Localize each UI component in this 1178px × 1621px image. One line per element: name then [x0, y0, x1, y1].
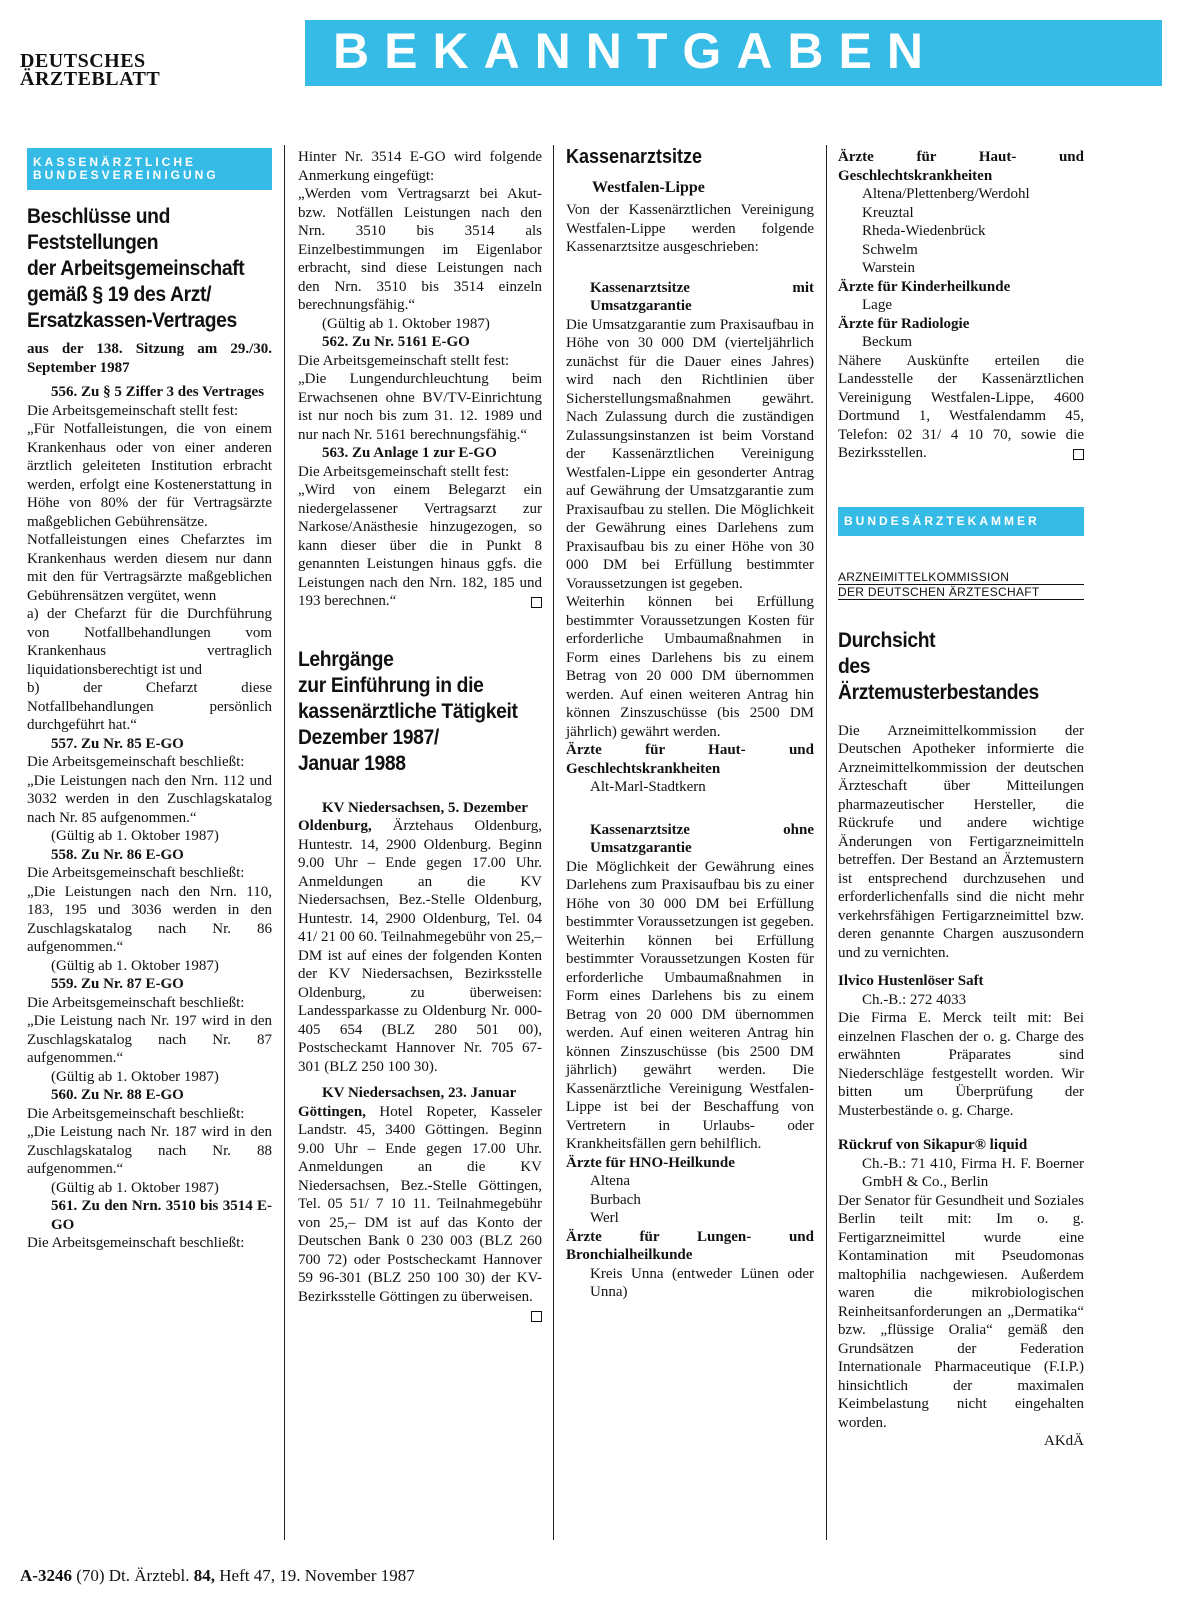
footer [20, 1566, 415, 1586]
kicker-line: BUNDESVEREINIGUNG [33, 168, 219, 182]
end-mark-icon [531, 1311, 542, 1322]
place: Altena/Plettenberg/Werdohl [862, 186, 1030, 202]
section-556: 556. Zu § 5 Ziffer 3 des Vertrages [51, 384, 265, 400]
headline-lehrgaenge [298, 647, 522, 777]
product: Rückruf von Sikapur® liquid [838, 1137, 1028, 1153]
validity: (Gültig ab 1. Oktober 1987) [322, 315, 490, 332]
text-span: Nähere Auskünfte erteilen die Landesstelle der Kassenärztlichen Vereinigung Westfalen-Lippe, 4600 Dortmund 1, Westfalendamm 45, Telefon: 02 31/ 4 10 70, sowie die Bezirksstellen. [838, 352, 1084, 461]
place: Alt-Marl-Stadtkern [590, 779, 706, 795]
commission-line: DER DEUTSCHEN ÄRZTESCHAFT [838, 585, 1084, 600]
end-mark-icon [1073, 449, 1084, 460]
specialty: Ärzte für Haut- und Geschlechtskrankheiten [566, 742, 814, 777]
section-561: 561. Zu den Nrn. 3510 bis 3514 E-GO [51, 1198, 272, 1233]
text: Die Möglichkeit der Gewährung eines Darlehens zum Praxisaufbau bis zu einer Höhe von 30 000 DM bei Erfüllung bestimmter Voraussetzungen ist gegeben. Weiterhin können bei Erfüllung bestimmter Voraussetzungen Kosten für erforderliche Umbaumaßnahmen in Form eines Darlehens bis zu einem Betrag von 20 000 DM übernommen werden. Auf einen weiteren Antrag hin können Zinszuschüsse (bis 2500 DM jährlich) gewährt werden. Die Kassenärztliche Vereinigung Westfalen-Lippe ist bei der Beschaffung von Vertretern in Urlaubs- oder Krankheitsfällen gern behilflich. [566, 858, 814, 1152]
footer-journal: (70) Dt. Ärztebl. [76, 1566, 190, 1585]
column-rule [284, 145, 285, 1540]
section-560: 560. Zu Nr. 88 E-GO [51, 1087, 184, 1103]
place: Kreuztal [862, 204, 914, 221]
column-2 [298, 148, 542, 1322]
headline-line: kassenärztliche Tätigkeit [298, 699, 518, 723]
place: Lage [862, 297, 892, 313]
text: a) der Chefarzt für die Durchführung von Notfallbehandlungen vom Krankenhaus vertraglich liquidationsberechtigt ist und [27, 606, 272, 678]
text: Die Arzneimittelkommission der Deutschen Apotheker informierte die Arzneimittelkommission der deutschen Ärzteschaft über Mitteilungen pharmazeutischer Hersteller, die Rückrufe und andere wichtige Änderungen von Fertigarzneimitteln betreffen. Der Bestand an Ärztemustern ist entsprechend durchzusehen und erforderlichenfalls sind die nicht mehr verkehrsfähigen Fertigarzneimittel bzw. deren genannte Chargen auszusondern und zu vernichten. [838, 722, 1084, 961]
headline-beschluesse [27, 204, 252, 334]
masthead-line1: DEUTSCHES [20, 50, 146, 72]
section-banner [305, 20, 1162, 86]
text: Die Arbeitsgemeinschaft beschließt: [27, 994, 245, 1011]
batch: Ch.-B.: 71 410, Firma H. F. Boerner GmbH & Co., Berlin [862, 1155, 1084, 1190]
section-558: 558. Zu Nr. 86 E-GO [51, 846, 184, 863]
subheading: Kassenarztsitze mit Umsatzgarantie [590, 279, 814, 314]
commission [838, 570, 1084, 600]
region: Westfalen-Lippe [592, 178, 705, 196]
text: Die Arbeitsgemeinschaft beschließt: [27, 1235, 245, 1251]
specialty: Ärzte für Kinderheilkunde [838, 278, 1011, 295]
column-4 [838, 148, 1084, 1451]
page-number: A-3246 [20, 1566, 72, 1585]
banner-title: BEKANNTGABEN [333, 23, 938, 79]
headline-line: Durchsicht [838, 628, 936, 652]
text-span: Hotel Ropeter, Kasseler Landstr. 45, 3400 Göttingen. Beginn 9.00 Uhr – Ende gegen 17.00 Uhr. Anmeldungen an die KV Niedersachsen, Bez.-Stelle Göttingen, Tel. 05 51/ 7 10 11. Teilnahmegebühr von 25,– DM ist auf das Konto der Deutschen Bank 0 230 003 (BLZ 260 700 72) oder Postscheckamt Hannover 59 96-301 (BLZ 250 100 30) der KV-Bezirksstelle Göttingen zu überweisen. [298, 1103, 543, 1305]
headline-durchsicht [838, 628, 1064, 706]
text [298, 1103, 542, 1307]
text: „Die Leistungen nach den Nrn. 110, 183, 195 und 3036 werden in den Zuschlagskatalog nach Nr. 86 aufgenommen.“ [27, 883, 272, 955]
headline-line: gemäß § 19 des Arzt/ [27, 283, 212, 306]
validity: (Gültig ab 1. Oktober 1987) [51, 1068, 219, 1085]
column-3 [566, 148, 814, 1302]
section-title: Kassenarztsitze [566, 146, 703, 168]
column-rule [553, 145, 554, 1540]
text: Die Arbeitsgemeinschaft stellt fest: [27, 402, 239, 419]
headline-line: Ersatzkassen-Vertrages [27, 309, 237, 332]
specialty: Ärzte für Lungen- und Bronchialheilkunde [566, 1228, 814, 1263]
headline-line: Lehrgänge [298, 647, 394, 671]
text [298, 817, 542, 1076]
section-562: 562. Zu Nr. 5161 E-GO [322, 334, 470, 350]
place: Warstein [862, 260, 915, 276]
place: Beckum [862, 334, 912, 350]
section-559: 559. Zu Nr. 87 E-GO [51, 976, 184, 992]
place: Kreis Unna (entweder Lünen oder Unna) [590, 1265, 814, 1300]
column-rule [826, 145, 827, 1540]
text: „Für Notfalleistungen, die von einem Krankenhaus oder von einer anderen ärztlich geleiteten Institution erbracht werden, erfolgt eine Kostenerstattung in Höhe von 80% der für Vertragsärzte maßgeblichen Gebührensätze. [27, 421, 272, 530]
validity: (Gültig ab 1. Oktober 1987) [51, 1179, 219, 1196]
text: b) der Chefarzt diese Notfallbehandlungen persönlich durchgeführt hat.“ [27, 680, 272, 733]
place: Altena [590, 1173, 630, 1189]
validity: (Gültig ab 1. Oktober 1987) [51, 957, 219, 974]
text: „Werden vom Vertragsarzt bei Akut- bzw. Notfällen Leistungen nach den Nrn. 3510 bis 3514 als Einzelbestimmungen im Eigenlabor erbracht, sind diese Leistungen nach den Nrn. 3510 bis 3514 einzeln berechnungsfähig.“ [298, 186, 542, 313]
kicker-baek [838, 507, 1084, 536]
kv-heading: KV Niedersachsen, 5. Dezember [322, 799, 528, 816]
text: Von der Kassenärztlichen Vereinigung Westfalen-Lippe werden folgende Kassenarztsitze ausgeschrieben: [566, 202, 814, 255]
headline-line: Beschlüsse und [27, 205, 171, 228]
section-557: 557. Zu Nr. 85 E-GO [51, 735, 184, 752]
column-1 [27, 148, 272, 1253]
text: „Die Leistung nach Nr. 197 wird in den Zuschlagskatalog nach Nr. 87 aufgenommen.“ [27, 1013, 272, 1066]
specialty: Ärzte für HNO-Heilkunde [566, 1154, 735, 1171]
subheading: Kassenarztsitze ohne Umsatzgarantie [590, 821, 814, 856]
text [298, 481, 542, 611]
text: „Die Leistungen nach den Nrn. 112 und 3032 werden in den Zuschlagskatalog nach Nr. 85 aufgenommen.“ [27, 772, 272, 826]
kicker-kbv [27, 148, 272, 190]
kv-heading: KV Niedersachsen, 23. Januar [322, 1085, 517, 1101]
commission-line: ARZNEIMITTELKOMMISSION [838, 570, 1084, 585]
section-563: 563. Zu Anlage 1 zur E-GO [322, 445, 497, 461]
footer-issue: Heft 47, 19. November 1987 [219, 1566, 415, 1585]
place: Burbach [590, 1191, 641, 1208]
headline-line: Feststellungen [27, 231, 159, 254]
text: Die Arbeitsgemeinschaft beschließt: [27, 865, 245, 881]
headline-line: der Arbeitsgemeinschaft [27, 257, 245, 280]
text: Die Firma E. Merck teilt mit: Bei einzelnen Flaschen der o. g. Charge des erwähnten Präparates sind Niederschläge festgestellt worden. Wir bitten um Überprüfung der Musterbestände o. g. Charge. [838, 1010, 1084, 1119]
headline-line: Januar 1988 [298, 751, 406, 775]
specialty: Ärzte für Haut- und Geschlechtskrankheiten [838, 149, 1084, 184]
headline-line: Dezember 1987/ [298, 725, 439, 749]
footer-volume: 84, [193, 1566, 216, 1585]
text: Die Umsatzgarantie zum Praxisaufbau in Höhe von 30 000 DM (vierteljährlich zunächst für die Dauer eines Jahres) wird nach den Richtlinien über Sicherstellungsmaßnahmen gewährt. Nach Zulassung durch die zuständigen Zulassungsinstanzen ist beim Vorstand der Kassenärztlichen Vereinigung Westfalen-Lippe ein gesonderter Antrag auf Gewährung der Umsatzgarantie zum Praxisaufbau zu stellen. Die Möglichkeit der Gewährung eines Darlehens zum Praxisaufbau bis zu einer Höhe von 30 000 DM bei Erfüllung bestimmter Voraussetzungen ist gegeben. [566, 316, 814, 592]
text: Die Arbeitsgemeinschaft beschließt: [27, 754, 245, 770]
headline-line: zur Einführung in die [298, 673, 484, 697]
end-mark-icon [531, 597, 542, 608]
signature: AKdÄ [1044, 1433, 1084, 1449]
text: „Die Leistung nach Nr. 187 wird in den Zuschlagskatalog nach Nr. 88 aufgenommen.“ [27, 1124, 272, 1177]
text-span: „Wird von einem Belegarzt ein niedergelassener Vertragsarzt zur Narkose/Anästhesie hinzugezogen, so kann dieser über die in Punkt 8 genannten Leistungen hinaus ggfs. die Leistungen nach den Nrn. 182, 185 und 193 berechnen.“ [298, 482, 542, 609]
place: Göttingen, [298, 1103, 366, 1120]
headline-line: des Ärztemusterbestandes [838, 654, 1039, 704]
batch: Ch.-B.: 272 4033 [862, 991, 967, 1008]
place: Schwelm [862, 241, 918, 258]
kicker-line: BUNDESÄRZTEKAMMER [844, 513, 1040, 528]
text: Weiterhin können bei Erfüllung bestimmter Voraussetzungen Kosten für erforderliche Umbaumaßnahmen in Form eines Darlehens bis zu einem Betrag von 20 000 DM übernommen werden. Auf einen weiteren Antrag hin können Zinszuschüsse (bis 2500 DM jährlich) gewährt werden. [566, 594, 814, 740]
dateline: aus der 138. Sitzung am 29./30. September 1987 [27, 341, 272, 376]
place: Rheda-Wiedenbrück [862, 223, 986, 239]
validity: (Gültig ab 1. Oktober 1987) [51, 828, 219, 844]
place: Oldenburg, [298, 818, 372, 834]
text: Der Senator für Gesundheit und Soziales Berlin teilt mit: Im o. g. Fertigarzneimittel wurde eine Kontamination mit Pseudomonas maltophilia nachgewiesen. Außerdem waren die mikrobiologischen Reinheitsanforderungen an „Dermatika“ bzw. „flüssige Oralia“ gemäß den Grundsätzen der Federation Internationale Pharmaceutique (F.I.P.) hinsichtlich der maximalen Keimbelastung nicht eingehalten worden. [838, 1192, 1084, 1431]
text: Die Arbeitsgemeinschaft stellt fest: [298, 463, 510, 480]
kicker-line: KASSENÄRZTLICHE [33, 155, 197, 169]
text: Notfalleistungen eines Chefarztes im Krankenhaus werden diesem nur dann mit den für Vertragsärzte maßgeblichen Gebührensätzen vergütet, wenn [27, 532, 272, 604]
masthead [20, 52, 160, 88]
place: Werl [590, 1210, 619, 1226]
masthead-line2: ÄRZTEBLATT [20, 68, 161, 90]
text: Die Arbeitsgemeinschaft stellt fest: [298, 352, 510, 369]
text: „Die Lungendurchleuchtung beim Erwachsenen ohne BV/TV-Einrichtung ist nur noch bis zum 31. 12. 1989 und nur nach Nr. 5161 berechnungsfähig.“ [298, 371, 542, 443]
text [838, 352, 1084, 463]
specialty: Ärzte für Radiologie [838, 315, 970, 332]
product: Ilvico Hustenlöser Saft [838, 973, 984, 989]
text-span: Ärztehaus Oldenburg, Huntestr. 14, 2900 Oldenburg. Beginn 9.00 Uhr – Ende gegen 17.00 Uhr. Anmeldungen an die KV Niedersachsen, Bez.-Stelle Oldenburg, Huntestr. 14, 2900 Oldenburg, Tel. 04 41/ 21 00 60. Teilnahmegebühr von 25,– DM ist auf eines der folgenden Konten der KV Niedersachsen, Bezirksstelle Oldenburg, zu überweisen: Landessparkasse zu Oldenburg Nr. 000-405 654 (BLZ 280 501 00), Postscheckamt Hannover Nr. 705 67-301 (BLZ 250 100 30). [298, 818, 542, 1075]
text: Hinter Nr. 3514 E-GO wird folgende Anmerkung eingefügt: [298, 149, 542, 184]
text: Die Arbeitsgemeinschaft beschließt: [27, 1105, 245, 1122]
